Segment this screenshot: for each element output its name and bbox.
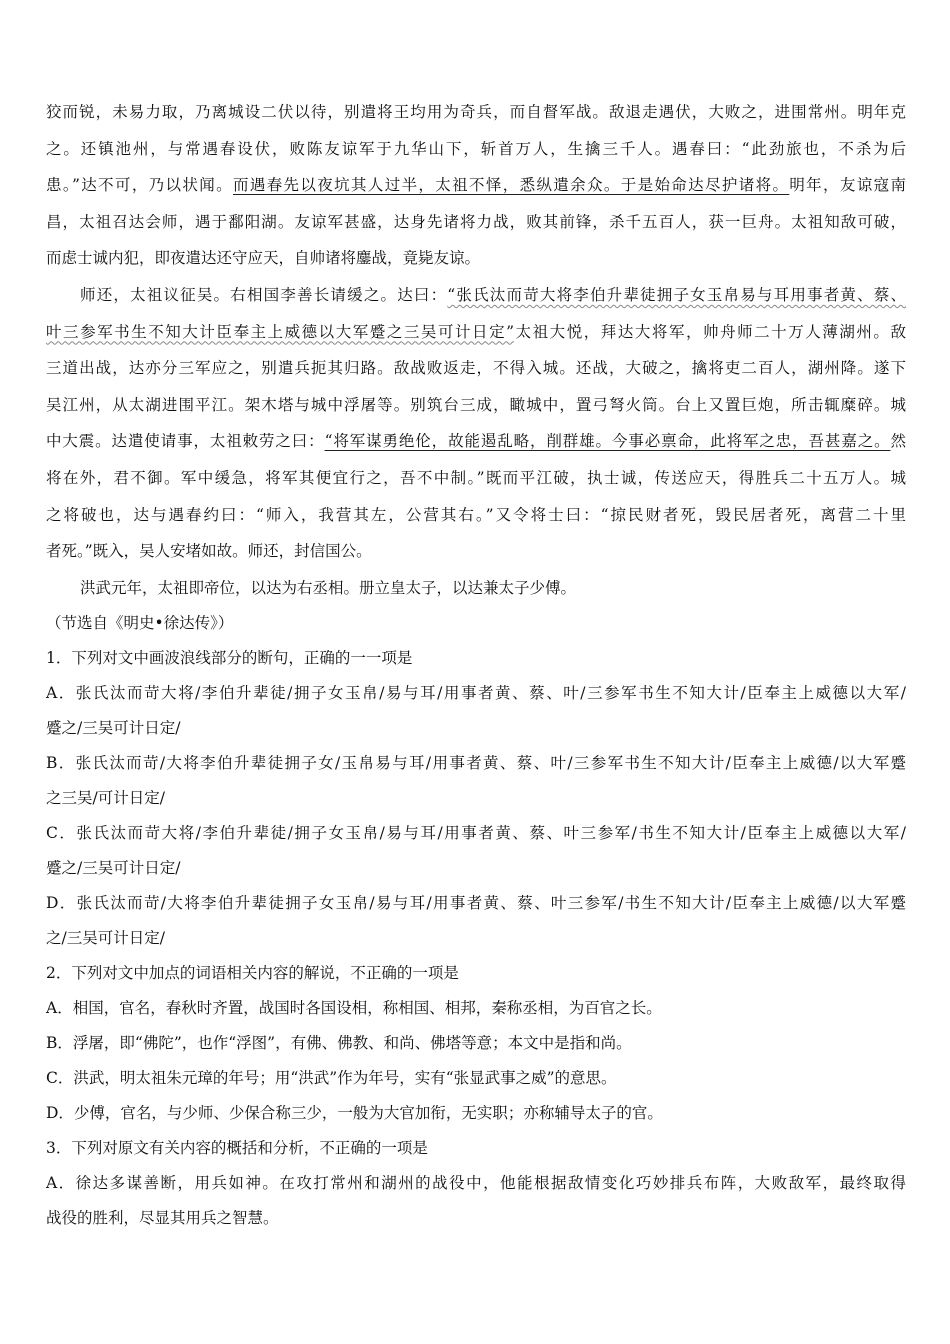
- text-segment: A．徐达多谋善断，用兵如神。在攻打常州和湖州的战役中，他能根据敌情变化巧妙排兵布阵，大败敌军，最终取得: [46, 1174, 906, 1193]
- text-segment: 将在外，君不御。军中缓急，将军其便宜行之，吾不中制。”既而平江破，执士诚，传送应天，得胜兵二十五万人。城: [46, 468, 906, 487]
- underlined-text: 而遇春先以夜坑其人过半，太祖不怿，悉纵遣余众。于是始命达尽护诸将。: [232, 176, 790, 195]
- text-segment: 蹙之/三吴可计日定/: [46, 859, 181, 878]
- question-line: [46, 921, 906, 956]
- question-line: [46, 1166, 906, 1201]
- question-line: [46, 1096, 906, 1131]
- text-segment: 之三吴/可计日定/: [46, 789, 165, 808]
- text-segment: 之/三吴可计日定/: [46, 929, 165, 948]
- text-segment: 战役的胜利，尽显其用兵之智慧。: [46, 1209, 279, 1228]
- text-segment: 1．下列对文中画波浪线部分的断句，正确的一一项是: [46, 649, 413, 668]
- passage-line: [46, 131, 906, 168]
- passage-line: [46, 350, 906, 387]
- passage-line: [46, 497, 906, 534]
- passage-line: [46, 167, 906, 204]
- underlined-text: “将军谋勇绝伦，故能遏乱略，削群雄。今事必禀命，此将军之忠，吾甚嘉之。: [324, 432, 891, 451]
- passage-line: [46, 240, 906, 277]
- text-segment: 太祖大悦，拜达大将军，帅舟师二十万人薄湖州。敌: [514, 322, 906, 341]
- text-segment: 吴江州，从太湖进围平江。架木塔与城中浮屠等。别筑台三成，瞰城中，置弓弩火筒。台上又置巨炮，所击辄糜碎。城: [46, 395, 906, 414]
- text-segment: A．张氏汰而苛大将/李伯升辈徒/拥子女玉帛/易与耳/用事者黄、蔡、叶/三参军书生不知大计/臣奉主上威德以大军/: [46, 684, 906, 703]
- passage-line: [46, 204, 906, 241]
- text-segment: 者死。”既入，吴人安堵如故。师还，封信国公。: [46, 542, 372, 561]
- text-segment: 中大震。达遣使请事，太祖敕劳之曰：: [46, 432, 325, 451]
- question-line: [46, 606, 906, 641]
- text-segment: 2．下列对文中加点的词语相关内容的解说，不正确的一项是: [46, 964, 459, 983]
- passage-line: [46, 94, 906, 131]
- wavy-underlined-text: 叶三参军书生不知大计臣奉主上威德以大军蹙之三吴可计日定”: [46, 322, 515, 341]
- text-segment: 之将破也，达与遇春约曰：“师入，我营其左，公营其右。”又令将士曰：“掠民财者死，毁民居者死，离营二十里: [46, 505, 906, 524]
- text-segment: B．张氏汰而苛/大将李伯升辈徒拥子女/玉帛易与耳/用事者黄、蔡、叶/三参军书生不知大计/臣奉主上威德/以大军蹙: [46, 754, 906, 773]
- text-segment: 患。”达不可，乃以状闻。: [46, 176, 233, 195]
- text-segment: 蹙之/三吴可计日定/: [46, 719, 181, 738]
- question-line: [46, 956, 906, 991]
- passage-line: [46, 570, 906, 607]
- text-segment: （节选自《明史•徐达传》）: [46, 614, 234, 633]
- text-segment: D．少傅，官名，与少师、少保合称三少，一般为大官加衔，无实职；亦称辅导太子的官。: [46, 1104, 663, 1123]
- text-segment: 昌，太祖召达会师，遇于鄱阳湖。友谅军甚盛，达身先诸将力战，败其前锋，杀千五百人，获一巨舟。太祖知敌可破，: [46, 212, 906, 231]
- question-line: [46, 781, 906, 816]
- question-line: [46, 641, 906, 676]
- passage-line: [46, 533, 906, 570]
- question-line: [46, 816, 906, 851]
- passage-line: [46, 314, 906, 351]
- text-segment: 狡而锐，未易力取，乃离城设二伏以待，别遣将王均用为奇兵，而自督军战。敌退走遇伏，大败之，进围常州。明年克: [46, 103, 906, 121]
- wavy-underlined-text: “张氏汰而苛大将李伯升辈徒拥子女玉帛易与耳用事者黄、蔡、: [447, 285, 906, 304]
- question-line: [46, 1061, 906, 1096]
- question-line: [46, 711, 906, 746]
- question-line: [46, 851, 906, 886]
- text-segment: C．张氏汰而苛大将/李伯升辈徒/拥子女玉帛/易与耳/用事者黄、蔡、叶三参军/书生不知大计/臣奉主上威德以大军/: [46, 824, 906, 843]
- text-segment: 之。还镇池州，与常遇春设伏，败陈友谅军于九华山下，斩首万人，生擒三千人。遇春曰：“此劲旅也，不杀为后: [46, 139, 906, 158]
- passage-line: [46, 277, 906, 314]
- question-line: [46, 676, 906, 711]
- passage-line: [46, 423, 906, 460]
- text-segment: 而虑士诚内犯，即夜遣达还守应天，自帅诸将鏖战，竟毙友谅。: [46, 249, 481, 268]
- text-segment: 洪武元年，太祖即帝位，以达为右丞相。册立皇太子，以达兼太子少傅。: [80, 578, 577, 597]
- question-line: [46, 1201, 906, 1236]
- text-segment: 然: [890, 432, 906, 451]
- text-segment: B．浮屠，即“佛陀”，也作“浮图”，有佛、佛教、和尚、佛塔等意；本文中是指和尚。: [46, 1034, 632, 1053]
- text-segment: 3．下列对原文有关内容的概括和分析，不正确的一项是: [46, 1139, 428, 1158]
- text-segment: 三道出战，达亦分三军应之，别遣兵扼其归路。敌战败返走，不得入城。还战，大破之，擒将吏二百人，湖州降。遂下: [46, 359, 906, 378]
- passage-line: [46, 460, 906, 497]
- text-segment: D．张氏汰而苛/大将李伯升辈徒拥子女玉帛/易与耳/用事者黄、蔡、叶三参军/书生不知大计/臣奉主上威德/以大军蹙: [46, 894, 906, 913]
- text-segment: 师还，太祖议征吴。右相国李善长请缓之。达曰：: [80, 285, 448, 304]
- passage-line: [46, 387, 906, 424]
- question-line: [46, 746, 906, 781]
- text-segment: A．相国，官名，春秋时齐置，战国时各国设相，称相国、相邦，秦称丞相，为百官之长。: [46, 999, 662, 1018]
- question-line: [46, 1026, 906, 1061]
- text-segment: 明年，友谅寇南: [789, 176, 906, 195]
- text-segment: C．洪武，明太祖朱元璋的年号；用“洪武”作为年号，实有“张显武事之威”的意思。: [46, 1069, 617, 1088]
- question-line: [46, 991, 906, 1026]
- question-line: [46, 1131, 906, 1166]
- document-page: [46, 94, 906, 1236]
- question-line: [46, 886, 906, 921]
